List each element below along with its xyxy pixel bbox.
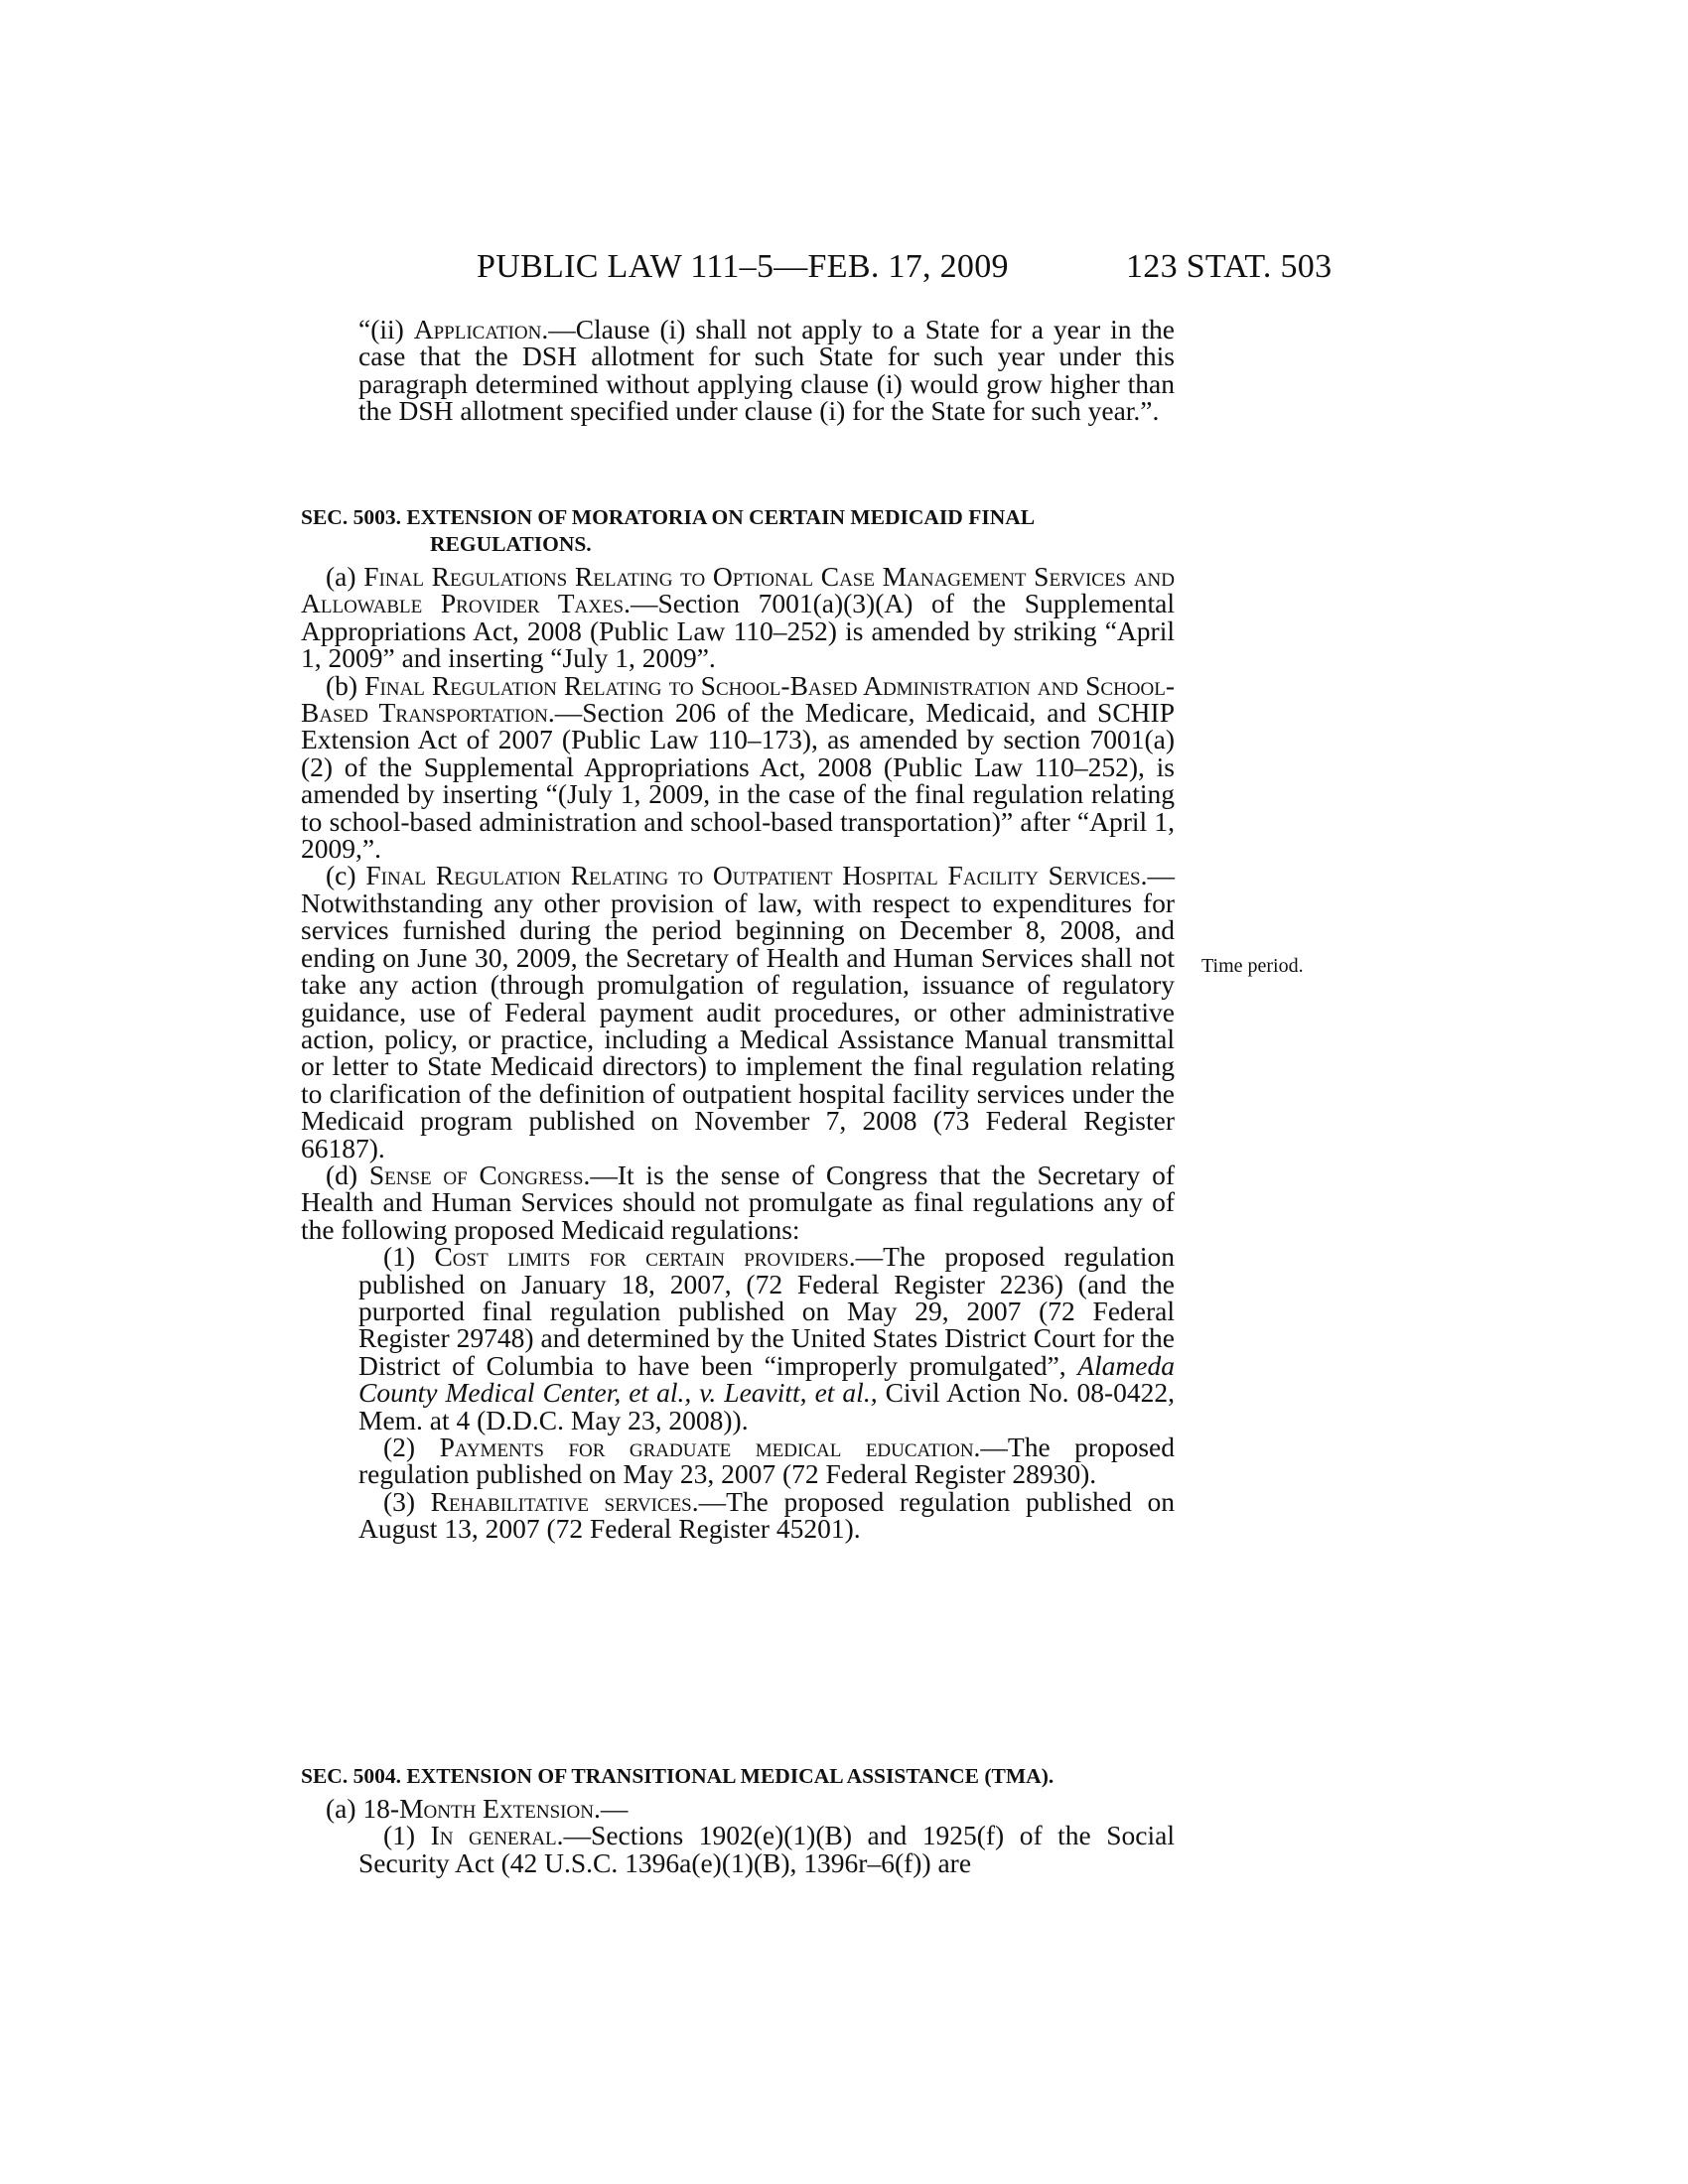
sec5004-subsection-a: (a) 18-Month Extension.— (326, 1793, 629, 1824)
subsection-c: (c) Final Regulation Relating to Outpatient Hospital Facility Services.—Notwithstanding any other provision of law, with respect to expenditures for services furnished during the period beginning on December 8, 2008, and ending on June 30, 2009, the Secretary of Health and Human Services shall not take any action (through promulgation of regulation, issuance of regulatory guidance, use of Federal payment audit procedures, or other administrative action, policy, or practice, including a Medical Assistance Manual transmittal or letter to State Medicaid directors) to implement the final regulation relating to clarification of the definition of outpatient hospital facility services under the Medicaid program published on November 7, 2008 (73 Federal Register 66187). (301, 860, 1175, 1163)
paragraph-3: (3) Rehabilitative services.—The proposed regulation published on August 13, 2007 (72 Federal Register 45201). (358, 1485, 1175, 1545)
subsection-b: (b) Final Regulation Relating to School-Based Administration and School-Based Transportation.—Section 206 of the Medicare, Medicaid, and SCHIP Extension Act of 2007 (Public Law 110–173), as amended by section 7001(a)(2) of the Supplemental Appropriations Act, 2008 (Public Law 110–252), is amended by inserting “(July 1, 2009, in the case of the final regulation relating to school-based administration and school-based transportation)” after “April 1, 2009,”. (301, 669, 1175, 865)
sec5004-subsection-a-heading: 18-Month Extension (362, 1793, 594, 1824)
clause-ii-block (301, 316, 1175, 425)
margin-note-time-period: Time period. (1201, 955, 1304, 977)
subsection-d-paragraphs (358, 1241, 1176, 1545)
subsection-c-heading: Final Regulation Relating to Outpatient Hospital Facility Services (365, 860, 1141, 891)
case-name: Alameda County Medical Center, et al., v. Leavitt, et al., (358, 1349, 1175, 1409)
subsection-d: (d) Sense of Congress.—It is the sense of Congress that the Secretary of Health and Human Services should not promulgate as final regulations any of the following proposed Medicaid regulations: (301, 1159, 1175, 1245)
sec5004-paragraph-1-heading: In general (430, 1820, 557, 1851)
paragraph-3-heading: Rehabilitative services (430, 1485, 692, 1517)
running-head: PUBLIC LAW 111–5—FEB. 17, 2009 (477, 248, 1009, 285)
clause-ii-heading: Application (413, 314, 542, 344)
sec5004-paragraph-1: (1) In general.—Sections 1902(e)(1)(B) and 1925(f) of the Social Security Act (42 U.S.C. 1396a(e)(1)(B), 1396r–6(f)) are (358, 1820, 1175, 1878)
subsection-d-heading: Sense of Congress (368, 1159, 584, 1190)
paragraph-2-heading: Payments for graduate medical education (439, 1432, 974, 1462)
subsection-a: (a) Final Regulations Relating to Optional Case Management Services and Allowable Provider Taxes.—Section 7001(a)(3)(A) of the Supplemental Appropriations Act, 2008 (Public Law 110–252) is amended by striking “April 1, 2009” and inserting “July 1, 2009”. (301, 561, 1175, 674)
paragraph-1: (1) Cost limits for certain providers.—The proposed regulation published on January 18, 2007, (72 Federal Register 2236) (and the purported final regulation published on May 29, 2007 (72 Federal Register 29748) and determined by the United States District Court for the District of Columbia to have been “improperly promulgated”, Alameda County Medical Center, et al., v. Leavitt, et al., Civil Action No. 08-0422, Mem. at 4 (D.D.C. May 23, 2008)). (358, 1241, 1176, 1435)
paragraph-1-heading: Cost limits for certain providers (434, 1241, 849, 1273)
statute-page-reference: 123 STAT. 503 (1126, 248, 1333, 285)
section-5003-heading: SEC. 5003. EXTENSION OF MORATORIA ON CERTAIN MEDICAID FINAL REGULATIONS. (301, 505, 1036, 556)
section-5003-body (301, 563, 1175, 1543)
section-5004-body (301, 1795, 1175, 1876)
subsection-a-heading: Final Regulations Relating to Optional Case Management Services and Allowable Provider Taxes (301, 561, 1175, 619)
subsection-b-heading: Final Regulation Relating to School-Based Administration and School-Based Transportation (301, 669, 1175, 729)
section-5004-heading: SEC. 5004. EXTENSION OF TRANSITIONAL MEDICAL ASSISTANCE (TMA). (301, 1764, 1055, 1788)
clause-ii-paragraph: “(ii) Application.—Clause (i) shall not apply to a State for a year in the case that the DSH allotment for such State for such year under this paragraph determined without applying clause (i) would grow higher than the DSH allotment specified under clause (i) for the State for such year.”. (358, 314, 1175, 427)
sec5004-paragraphs (358, 1822, 1175, 1876)
paragraph-2: (2) Payments for graduate medical education.—The proposed regulation published on May 23, 2007 (72 Federal Register 28930). (358, 1432, 1175, 1490)
